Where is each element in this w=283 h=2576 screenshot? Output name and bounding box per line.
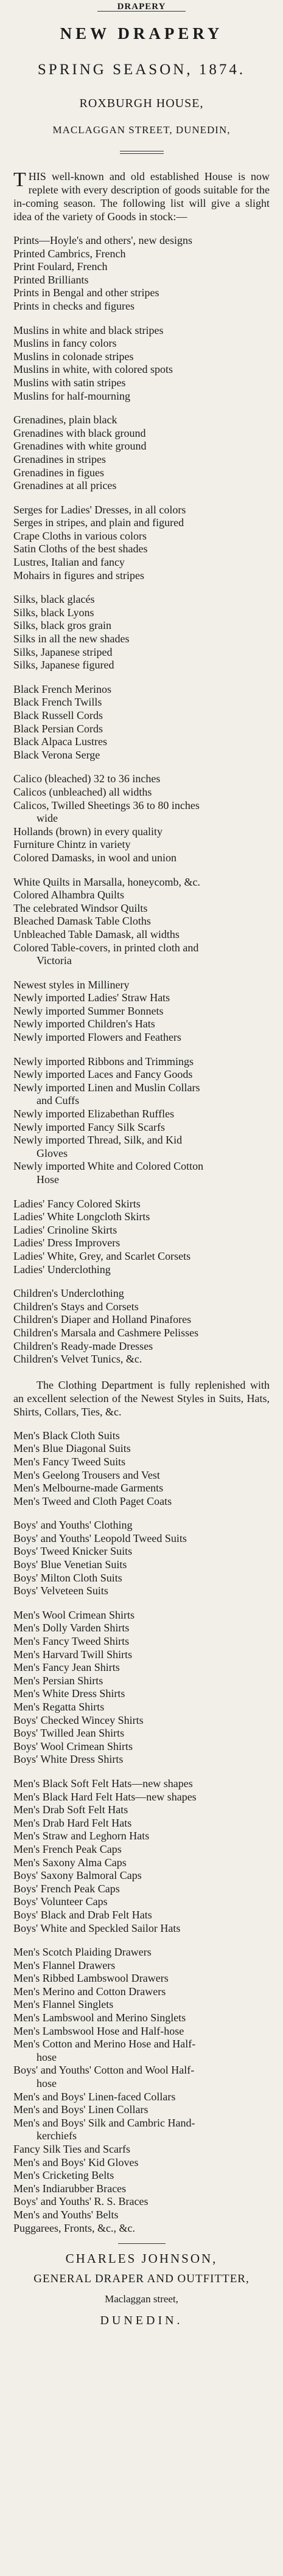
goods-line: Boys' White Dress Shirts (13, 1753, 124, 1766)
goods-line: Men's Cricketing Belts (13, 2169, 114, 2182)
goods-section (13, 683, 270, 762)
goods-line: Men's Regatta Shirts (13, 1701, 105, 1713)
goods-line: Newly imported Summer Bonnets (13, 1004, 164, 1017)
goods-line: Men's Lambswool and Merino Singlets (13, 2012, 186, 2024)
goods-line: hose (37, 2050, 57, 2063)
goods-section (13, 593, 270, 672)
goods-line: Boys' Volunteer Caps (13, 1895, 108, 1908)
goods-line: Men's Black Cloth Suits (13, 1429, 120, 1442)
goods-section (13, 1609, 270, 1766)
advert-address: MACLAGGAN STREET, DUNEDIN, (52, 124, 231, 136)
column-header-label: DRAPERY (117, 1, 166, 12)
goods-section (13, 979, 270, 1044)
goods-line: Men's Lambswool Hose and Half-hose (13, 2024, 184, 2037)
goods-line: wide (37, 812, 58, 825)
goods-line: Puggarees, Fronts, &c., &c. (13, 2221, 135, 2234)
goods-line: Men's Persian Shirts (13, 1674, 103, 1687)
goods-line: Newly imported Ribbons and Trimmings (13, 1055, 194, 1068)
goods-line: Men's Flannel Drawers (13, 1959, 116, 1971)
goods-line: Gloves (37, 1147, 68, 1159)
goods-line: Mohairs in figures and stripes (13, 569, 144, 582)
goods-line: Boys' Saxony Balmoral Caps (13, 1869, 142, 1882)
goods-line: Newly imported Ladies' Straw Hats (13, 991, 170, 1004)
goods-line: Silks, black glacés (13, 593, 95, 606)
goods-line: Printed Brilliants (13, 273, 89, 286)
goods-line: White Quilts in Marsalla, honeycomb, &c. (13, 875, 200, 888)
goods-line: Men's Black Hard Felt Hats—new shapes (13, 1790, 197, 1803)
goods-line: Silks, black gros grain (13, 619, 111, 632)
goods-line: hose (37, 2077, 57, 2090)
goods-section (13, 234, 270, 313)
goods-section (13, 1287, 270, 1366)
signature-rule (118, 2243, 166, 2244)
goods-line: Furniture Chintz in variety (13, 838, 131, 851)
proprietor-city: DUNEDIN. (100, 2314, 183, 2328)
goods-line: Men's Flannel Singlets (13, 1998, 114, 2011)
goods-line: Ladies' White Longcloth Skirts (13, 1210, 150, 1223)
goods-line: Victoria (37, 954, 72, 967)
goods-line: Calicos, Twilled Sheetings 36 to 80 inches (13, 799, 200, 811)
goods-line: Prints in checks and figures (13, 299, 135, 312)
goods-line: Grenadines in stripes (13, 453, 106, 465)
goods-section (13, 414, 270, 493)
goods-line: Men's Cotton and Merino Hose and Half- (13, 2038, 196, 2050)
goods-line: Ladies' Crinoline Skirts (13, 1223, 117, 1236)
intro-text: HIS well-known and old established House is now replete with every description of goods suitable for the in-coming season. The following list will give a slight idea of the variety of Goods in stock:— (13, 170, 270, 223)
header-rule (97, 11, 186, 12)
goods-line: Fancy Silk Ties and Scarfs (13, 2143, 131, 2155)
goods-line: Men's Ribbed Lambswool Drawers (13, 1972, 169, 1985)
clothing-paragraph: The Clothing Department is fully replenished with an excellent selection of the Newest Styles in Suits, Hats, Shirts, Collars, Ties, &c. (13, 1378, 270, 1418)
goods-line: Grenadines with white ground (13, 440, 147, 453)
goods-line: Men's Fancy Tweed Shirts (13, 1635, 130, 1648)
goods-line: Ladies' Fancy Colored Skirts (13, 1197, 141, 1210)
goods-line: Colored Table-covers, in printed cloth and (13, 941, 199, 954)
goods-line: Newly imported Thread, Silk, and Kid (13, 1134, 183, 1147)
goods-line: Men's Wool Crimean Shirts (13, 1608, 135, 1621)
goods-line: The celebrated Windsor Quilts (13, 901, 148, 914)
goods-line: Boys' White and Speckled Sailor Hats (13, 1922, 181, 1934)
goods-line: Muslins with satin stripes (13, 376, 126, 389)
goods-line: Grenadines in figues (13, 466, 104, 479)
goods-line: Men's Melbourne-made Garments (13, 1482, 164, 1495)
goods-line: Boys' and Youths' Leopold Tweed Suits (13, 1532, 187, 1544)
goods-line: Newly imported White and Colored Cotton (13, 1160, 204, 1173)
goods-line: Children's Stays and Corsets (13, 1300, 139, 1313)
goods-line: Boys' Black and Drab Felt Hats (13, 1908, 152, 1921)
goods-line: Ladies' White, Grey, and Scarlet Corsets (13, 1249, 191, 1262)
advert-house-name: ROXBURGH HOUSE, (79, 97, 204, 110)
goods-line: Silks in all the new shades (13, 633, 130, 645)
proprietor-address: Maclaggan street, (105, 2293, 178, 2305)
goods-line: Black French Merinos (13, 682, 111, 695)
goods-line: Muslins in white, with colored spots (13, 363, 173, 376)
goods-section (13, 876, 270, 968)
goods-line: Ladies' Dress Improvers (13, 1237, 121, 1249)
drop-cap: T (13, 168, 26, 191)
goods-line: Silks, Japanese figured (13, 659, 114, 672)
goods-line: Bleached Damask Table Cloths (13, 915, 151, 928)
goods-line: Muslins in fancy colors (13, 337, 117, 350)
goods-line: Men's Straw and Leghorn Hats (13, 1830, 150, 1842)
goods-line: Men's Blue Diagonal Suits (13, 1442, 131, 1455)
goods-line: Newly imported Children's Hats (13, 1018, 155, 1030)
goods-line: Serges in stripes, and plain and figured (13, 516, 184, 529)
goods-line: Boys' and Youths' Clothing (13, 1519, 133, 1532)
goods-line: Children's Underclothing (13, 1287, 124, 1300)
goods-line: Black Verona Serge (13, 748, 100, 761)
goods-line: Men's Geelong Trousers and Vest (13, 1468, 160, 1481)
goods-line: Prints—Hoyle's and others', new designs (13, 234, 192, 246)
advert-season: SPRING SEASON, 1874. (37, 61, 246, 78)
goods-line: Muslins in white and black stripes (13, 324, 164, 336)
goods-line: Men's and Boys' Silk and Cambric Hand- (13, 2116, 195, 2129)
goods-line: Men's Indiarubber Braces (13, 2182, 127, 2195)
goods-line: Serges for Ladies' Dresses, in all colors (13, 503, 186, 516)
goods-section (13, 324, 270, 403)
goods-line: Men's Scotch Plaiding Drawers (13, 1946, 152, 1959)
goods-line: Men's Fancy Tweed Suits (13, 1455, 126, 1468)
goods-section (13, 1519, 270, 1598)
goods-line: Colored Damasks, in wool and union (13, 851, 176, 864)
goods-line: Black French Twills (13, 696, 102, 709)
goods-line: Boys' Velveteen Suits (13, 1585, 108, 1597)
goods-line: Men's and Youths' Belts (13, 2208, 119, 2221)
goods-line: Ladies' Underclothing (13, 1263, 111, 1276)
goods-line: Newly imported Flowers and Feathers (13, 1031, 181, 1044)
goods-line: Silks, Japanese striped (13, 645, 113, 658)
goods-line: Men's French Peak Caps (13, 1842, 122, 1855)
goods-line: Boys' French Peak Caps (13, 1882, 120, 1895)
goods-line: Men's Fancy Jean Shirts (13, 1661, 120, 1674)
goods-line: Calico (bleached) 32 to 36 inches (13, 772, 161, 785)
goods-line: Hose (37, 1173, 59, 1186)
goods-line: Boys' Tweed Knicker Suits (13, 1545, 133, 1558)
goods-line: Print Foulard, French (13, 260, 108, 273)
goods-section (13, 1055, 270, 1187)
goods-line: Men's Drab Hard Felt Hats (13, 1816, 132, 1829)
goods-line: Calicos (unbleached) all widths (13, 785, 152, 798)
goods-line: Newly imported Fancy Silk Scarfs (13, 1120, 165, 1133)
goods-list-part-2 (13, 1429, 270, 2235)
goods-section (13, 1198, 270, 1277)
goods-line: Boys' Wool Crimean Shirts (13, 1740, 133, 1752)
goods-line: Children's Marsala and Cashmere Pelisses (13, 1326, 199, 1339)
goods-line: Black Alpaca Lustres (13, 735, 107, 748)
goods-line: Newly imported Laces and Fancy Goods (13, 1068, 193, 1081)
goods-line: Lustres, Italian and fancy (13, 556, 125, 569)
goods-line: Children's Ready-made Dresses (13, 1339, 153, 1352)
goods-line: Unbleached Table Damask, all widths (13, 928, 180, 940)
goods-line: and Cuffs (37, 1094, 80, 1107)
goods-line: Boys' Twilled Jean Shirts (13, 1727, 125, 1740)
goods-line: Boys' and Youths' R. S. Braces (13, 2195, 148, 2208)
goods-line: Men's Harvard Twill Shirts (13, 1648, 133, 1661)
goods-line: Boys' Blue Venetian Suits (13, 1558, 127, 1571)
goods-section (13, 1946, 270, 2235)
goods-line: Boys' and Youths' Cotton and Wool Half- (13, 2064, 195, 2077)
goods-section (13, 1777, 270, 1935)
goods-line: Prints in Bengal and other stripes (13, 286, 159, 299)
goods-line: Silks, black Lyons (13, 606, 94, 619)
goods-line: Black Persian Cords (13, 722, 103, 735)
goods-line: Boys' Checked Wincey Shirts (13, 1713, 144, 1726)
goods-line: Grenadines with black ground (13, 426, 146, 439)
goods-line: Muslins for half-mourning (13, 389, 130, 402)
goods-line: Men's Black Soft Felt Hats—new shapes (13, 1777, 193, 1790)
goods-line: Children's Diaper and Holland Pinafores (13, 1313, 192, 1326)
proprietor-name: CHARLES JOHNSON, (65, 2251, 218, 2266)
proprietor-title: GENERAL DRAPER AND OUTFITTER, (33, 2272, 250, 2286)
goods-line: Men's Dolly Varden Shirts (13, 1622, 130, 1634)
goods-line: Children's Velvet Tunics, &c. (13, 1353, 142, 1366)
goods-line: Men's Merino and Cotton Drawers (13, 1985, 166, 1998)
goods-line: Men's and Boys' Kid Gloves (13, 2156, 139, 2168)
goods-line: Newly imported Elizabethan Ruffles (13, 1108, 175, 1120)
goods-section (13, 772, 270, 864)
goods-line: Satin Cloths of the best shades (13, 543, 148, 555)
goods-line: Boys' Milton Cloth Suits (13, 1571, 122, 1584)
goods-line: Men's Saxony Alma Caps (13, 1856, 127, 1869)
goods-line: Hollands (brown) in every quality (13, 825, 162, 838)
goods-line: Men's and Boys' Linen Collars (13, 2103, 148, 2116)
goods-line: Newly imported Linen and Muslin Collars (13, 1081, 200, 1094)
goods-line: Grenadines at all prices (13, 479, 117, 492)
goods-line: Black Russell Cords (13, 709, 103, 721)
advert-title: NEW DRAPERY (60, 24, 223, 43)
goods-line: Printed Cambrics, French (13, 247, 126, 260)
goods-line: Men's Tweed and Cloth Paget Coats (13, 1495, 172, 1507)
goods-line: Men's Drab Soft Felt Hats (13, 1804, 128, 1816)
goods-line: Grenadines, plain black (13, 414, 117, 426)
goods-section (13, 504, 270, 583)
goods-line: Newest styles in Millinery (13, 978, 130, 991)
goods-line: kerchiefs (37, 2130, 77, 2142)
divider (120, 151, 164, 154)
goods-line: Colored Alhambra Quilts (13, 889, 124, 901)
goods-line: Men's and Boys' Linen-faced Collars (13, 2090, 176, 2103)
intro-paragraph (13, 170, 270, 223)
goods-list-part-1 (13, 234, 270, 1366)
goods-line: Men's White Dress Shirts (13, 1687, 125, 1700)
goods-section (13, 1429, 270, 1508)
goods-line: Crape Cloths in various colors (13, 529, 147, 542)
goods-line: Muslins in colonade stripes (13, 350, 134, 363)
